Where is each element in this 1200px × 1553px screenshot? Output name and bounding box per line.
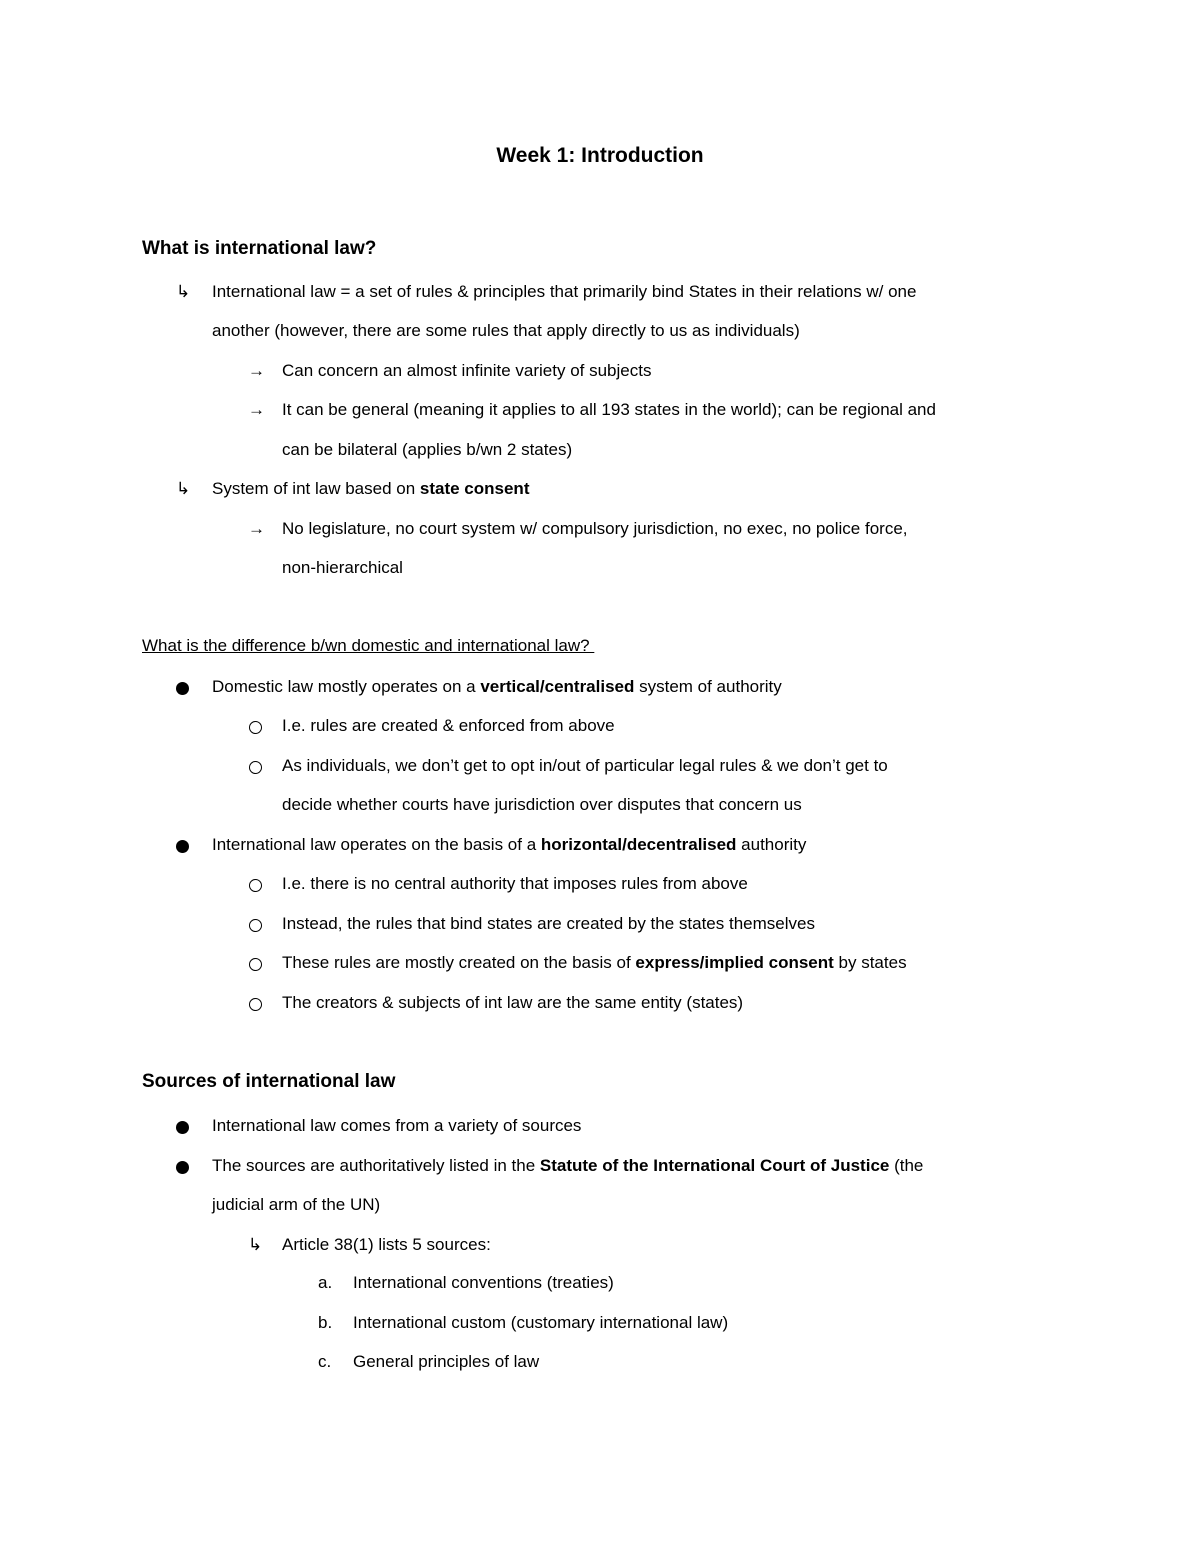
bullet-hollow-icon xyxy=(249,919,262,932)
sub-list-item-text: No legislature, no court system w/ compulsory jurisdiction, no exec, no police force, xyxy=(282,519,908,538)
sub-bullet-item-text: As individuals, we don’t get to opt in/out of particular legal rules & we don’t get to xyxy=(282,756,888,775)
source-letter: a. xyxy=(318,1273,333,1292)
section-heading-what-is-international-law: What is international law? xyxy=(142,238,377,259)
bullet-item-text: The sources are authoritatively listed in the Statute of the International Court of Justice (the xyxy=(212,1156,924,1175)
bullet-hollow-icon xyxy=(249,761,262,774)
sub-list-item-text: It can be general (meaning it applies to all 193 states in the world); can be regional and xyxy=(282,400,936,419)
bullet-item-text: International law comes from a variety of sources xyxy=(212,1116,582,1135)
section-subheading-difference: What is the difference b/wn domestic and international law? xyxy=(142,636,595,655)
sub-bullet-item-text-continued: decide whether courts have jurisdiction over disputes that concern us xyxy=(282,795,802,814)
sub-list-item-text-continued: can be bilateral (applies b/wn 2 states) xyxy=(282,440,573,459)
list-item-text-continued: another (however, there are some rules that apply directly to us as individuals) xyxy=(212,321,800,340)
right-arrow-icon: → xyxy=(248,400,265,419)
sub-list-item-text-continued: non-hierarchical xyxy=(282,558,403,577)
bullet-filled-icon xyxy=(176,682,189,695)
right-arrow-icon: → xyxy=(248,519,265,538)
sub-list-item-text: Can concern an almost infinite variety of subjects xyxy=(282,361,652,380)
bullet-item-text: International law operates on the basis of a horizontal/decentralised authority xyxy=(212,835,807,854)
source-item-text: International conventions (treaties) xyxy=(353,1273,614,1292)
source-item-text: International custom (customary international law) xyxy=(353,1313,729,1332)
sub-bullet-item-text: These rules are mostly created on the basis of express/implied consent by states xyxy=(282,953,907,972)
bullet-hollow-icon xyxy=(249,998,262,1011)
bullet-filled-icon xyxy=(176,840,189,853)
sub-bullet-item-text: Instead, the rules that bind states are created by the states themselves xyxy=(282,914,815,933)
sub-bullet-item-text: I.e. there is no central authority that imposes rules from above xyxy=(282,874,748,893)
bullet-filled-icon xyxy=(176,1121,189,1134)
bullet-filled-icon xyxy=(176,1161,189,1174)
source-letter: c. xyxy=(318,1352,332,1371)
bullet-hollow-icon xyxy=(249,958,262,971)
source-letter: b. xyxy=(318,1313,333,1332)
right-arrow-icon: → xyxy=(248,361,265,380)
section-heading-sources: Sources of international law xyxy=(142,1071,396,1092)
sub-list-item-text: Article 38(1) lists 5 sources: xyxy=(282,1235,491,1254)
bullet-item-text-continued: judicial arm of the UN) xyxy=(212,1195,381,1214)
document-title: Week 1: Introduction xyxy=(496,144,704,167)
list-item-text: International law = a set of rules & principles that primarily bind States in their relations w/ one xyxy=(212,282,917,301)
hook-arrow-icon: ↳ xyxy=(248,1235,263,1254)
sub-bullet-item-text: The creators & subjects of int law are the same entity (states) xyxy=(282,993,744,1012)
list-item-text: System of int law based on state consent xyxy=(212,479,530,498)
source-item-text: General principles of law xyxy=(353,1352,540,1371)
bullet-hollow-icon xyxy=(249,721,262,734)
sub-bullet-item-text: I.e. rules are created & enforced from above xyxy=(282,716,615,735)
bullet-item-text: Domestic law mostly operates on a vertical/centralised system of authority xyxy=(212,677,782,696)
hook-arrow-icon: ↳ xyxy=(176,479,191,498)
hook-arrow-icon: ↳ xyxy=(176,282,191,301)
bullet-hollow-icon xyxy=(249,879,262,892)
